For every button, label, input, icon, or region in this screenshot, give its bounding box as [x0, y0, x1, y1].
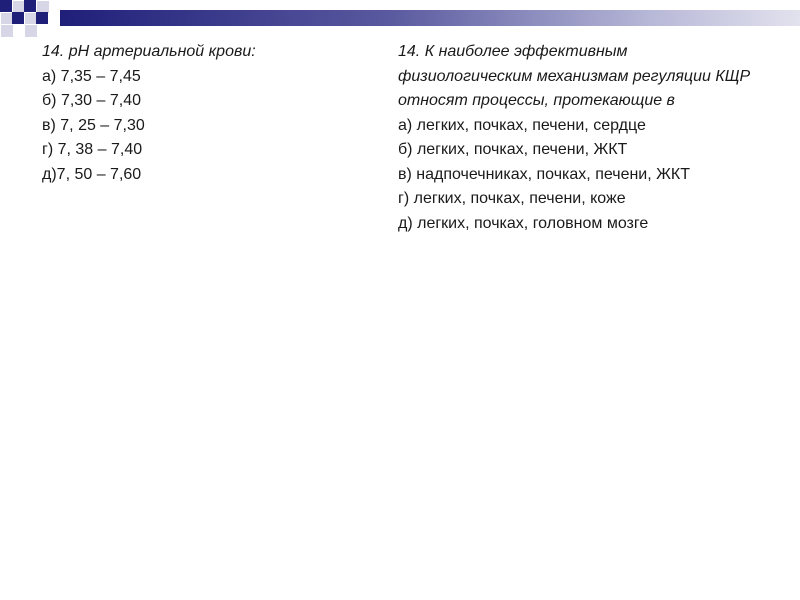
left-option-a: а) 7,35 – 7,45: [42, 67, 141, 85]
left-question-text: 14. рН артериальной крови:: [42, 43, 256, 60]
left-option-b: б) 7,30 – 7,40: [42, 92, 142, 109]
decor-square-8: [36, 12, 48, 24]
header-gradient-bar: [60, 10, 800, 26]
left-option-e: д)7, 50 – 7,60: [42, 165, 142, 183]
right-option-c: в) надпочечниках, почках, печени, ЖКТ: [398, 165, 690, 183]
right-question-block: [398, 40, 758, 236]
right-option-d: г) легких, почках, печени, коже: [398, 190, 626, 207]
right-option-a: а) легких, почках, печени, сердце: [398, 116, 646, 134]
right-option-e: д) легких, почках, головном мозге: [398, 214, 649, 232]
left-option-c: в) 7, 25 – 7,30: [42, 116, 145, 134]
right-answer-options: [398, 114, 758, 237]
right-question-text: 14. К наиболее эффективным физиологическим механизмам регуляции КЩР относят процессы, протекающие в: [398, 43, 751, 109]
decor-square-1: [0, 0, 12, 12]
decor-square-9: [0, 24, 14, 38]
decor-square-6: [12, 12, 24, 24]
decor-square-3: [24, 0, 36, 12]
header-decoration: [0, 0, 800, 40]
left-answer-options: [42, 65, 362, 188]
left-question-block: [42, 40, 362, 187]
left-option-d: г) 7, 38 – 7,40: [42, 141, 143, 158]
right-option-b: б) легких, почках, печени, ЖКТ: [398, 141, 628, 158]
decor-square-10: [24, 24, 38, 38]
